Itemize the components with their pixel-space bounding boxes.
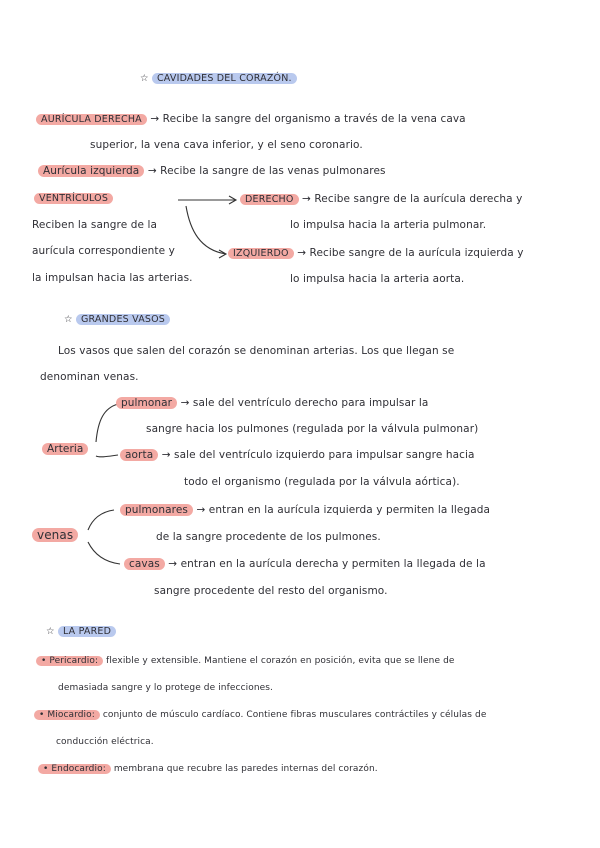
auricula-izquierda-label: Aurícula izquierda <box>38 165 144 177</box>
section1-title: CAVIDADES DEL CORAZÓN. <box>152 73 297 84</box>
arteria-label: Arteria <box>42 443 88 455</box>
derecho-text1: → Recibe sangre de la aurícula derecha y <box>302 193 523 205</box>
miocardio-label: • Miocardio: <box>34 710 100 720</box>
miocardio-line1 <box>34 710 486 720</box>
izquierdo-text1: → Recibe sangre de la aurícula izquierda y <box>297 247 524 259</box>
cavas-label: cavas <box>124 558 165 570</box>
pulmonares-line1 <box>120 504 490 516</box>
pulmonar-label: pulmonar <box>116 397 177 409</box>
ventriculos-left2: aurícula correspondiente y <box>32 245 175 257</box>
auricula-derecha-text2: superior, la vena cava inferior, y el seno coronario. <box>90 139 363 151</box>
aorta-line1 <box>120 449 475 461</box>
auricula-derecha-text1: → Recibe la sangre del organismo a través de la vena cava <box>150 113 466 125</box>
pulmonar-text1: → sale del ventrículo derecho para impulsar la <box>180 397 429 409</box>
cavas-text2: sangre procedente del resto del organismo. <box>154 585 388 597</box>
section2-title: GRANDES VASOS <box>76 314 170 325</box>
section1-heading <box>140 73 297 84</box>
cavas-line1 <box>124 558 486 570</box>
arteria-brace-upper <box>96 404 118 442</box>
vasos-intro1: Los vasos que salen del corazón se denominan arterias. Los que llegan se <box>58 345 455 357</box>
derecho-text2: lo impulsa hacia la arteria pulmonar. <box>290 219 487 231</box>
pericardio-line1 <box>36 656 455 666</box>
miocardio-text2: conducción eléctrica. <box>56 737 154 747</box>
star-icon: ☆ <box>140 73 149 84</box>
pericardio-text1: flexible y extensible. Mantiene el corazón en posición, evita que se llene de <box>106 656 455 666</box>
izquierdo-line1 <box>228 247 524 259</box>
pulmonar-text2: sangre hacia los pulmones (regulada por la válvula pulmonar) <box>146 423 479 435</box>
star-icon: ☆ <box>46 626 55 637</box>
arteria-brace-lower <box>96 455 118 457</box>
pulmonar-line1 <box>116 397 428 409</box>
ventriculos-label: VENTRÍCULOS <box>34 193 113 204</box>
star-icon: ☆ <box>64 314 73 325</box>
pulmonares-text2: de la sangre procedente de los pulmones. <box>156 531 381 543</box>
endocardio-text: membrana que recubre las paredes internas del corazón. <box>113 764 378 774</box>
arrow-to-derecho <box>178 196 236 204</box>
pulmonares-label: pulmonares <box>120 504 193 516</box>
miocardio-text1: conjunto de músculo cardíaco. Contiene fibras musculares contráctiles y células de <box>102 710 487 720</box>
section2-heading <box>64 314 170 325</box>
section3-title: LA PARED <box>58 626 116 637</box>
derecho-label: DERECHO <box>240 194 299 205</box>
pulmonares-text1: → entran en la aurícula izquierda y permiten la llegada <box>196 504 491 516</box>
aorta-text2: todo el organismo (regulada por la válvula aórtica). <box>184 476 460 488</box>
venas-label-wrap <box>32 528 78 542</box>
derecho-line1 <box>240 193 522 205</box>
venas-brace-lower <box>88 542 120 564</box>
izquierdo-label: IZQUIERDO <box>228 248 294 259</box>
pericardio-text2: demasiada sangre y lo protege de infecciones. <box>58 683 274 693</box>
izquierdo-text2: lo impulsa hacia la arteria aorta. <box>290 273 465 285</box>
auricula-derecha-label: AURÍCULA DERECHA <box>36 114 147 125</box>
ventriculos-left1: Reciben la sangre de la <box>32 219 158 231</box>
arteria-label-wrap <box>42 443 88 455</box>
endocardio-line <box>38 764 378 774</box>
auricula-derecha-line1 <box>36 113 466 125</box>
section3-heading <box>46 626 116 637</box>
pericardio-label: • Pericardio: <box>36 656 103 666</box>
endocardio-label: • Endocardio: <box>38 764 111 774</box>
aorta-label: aorta <box>120 449 158 461</box>
auricula-izquierda-line <box>38 165 386 177</box>
ventriculos-label-wrap <box>34 193 113 204</box>
venas-label: venas <box>32 528 78 542</box>
arrow-to-izquierdo <box>186 206 226 258</box>
auricula-izquierda-text: → Recibe la sangre de las venas pulmonares <box>147 165 386 177</box>
venas-brace-upper <box>88 510 114 530</box>
aorta-text1: → sale del ventrículo izquierdo para impulsar sangre hacia <box>161 449 475 461</box>
vasos-intro2: denominan venas. <box>40 371 139 383</box>
cavas-text1: → entran en la aurícula derecha y permiten la llegada de la <box>168 558 486 570</box>
ventriculos-left3: la impulsan hacia las arterias. <box>32 272 193 284</box>
